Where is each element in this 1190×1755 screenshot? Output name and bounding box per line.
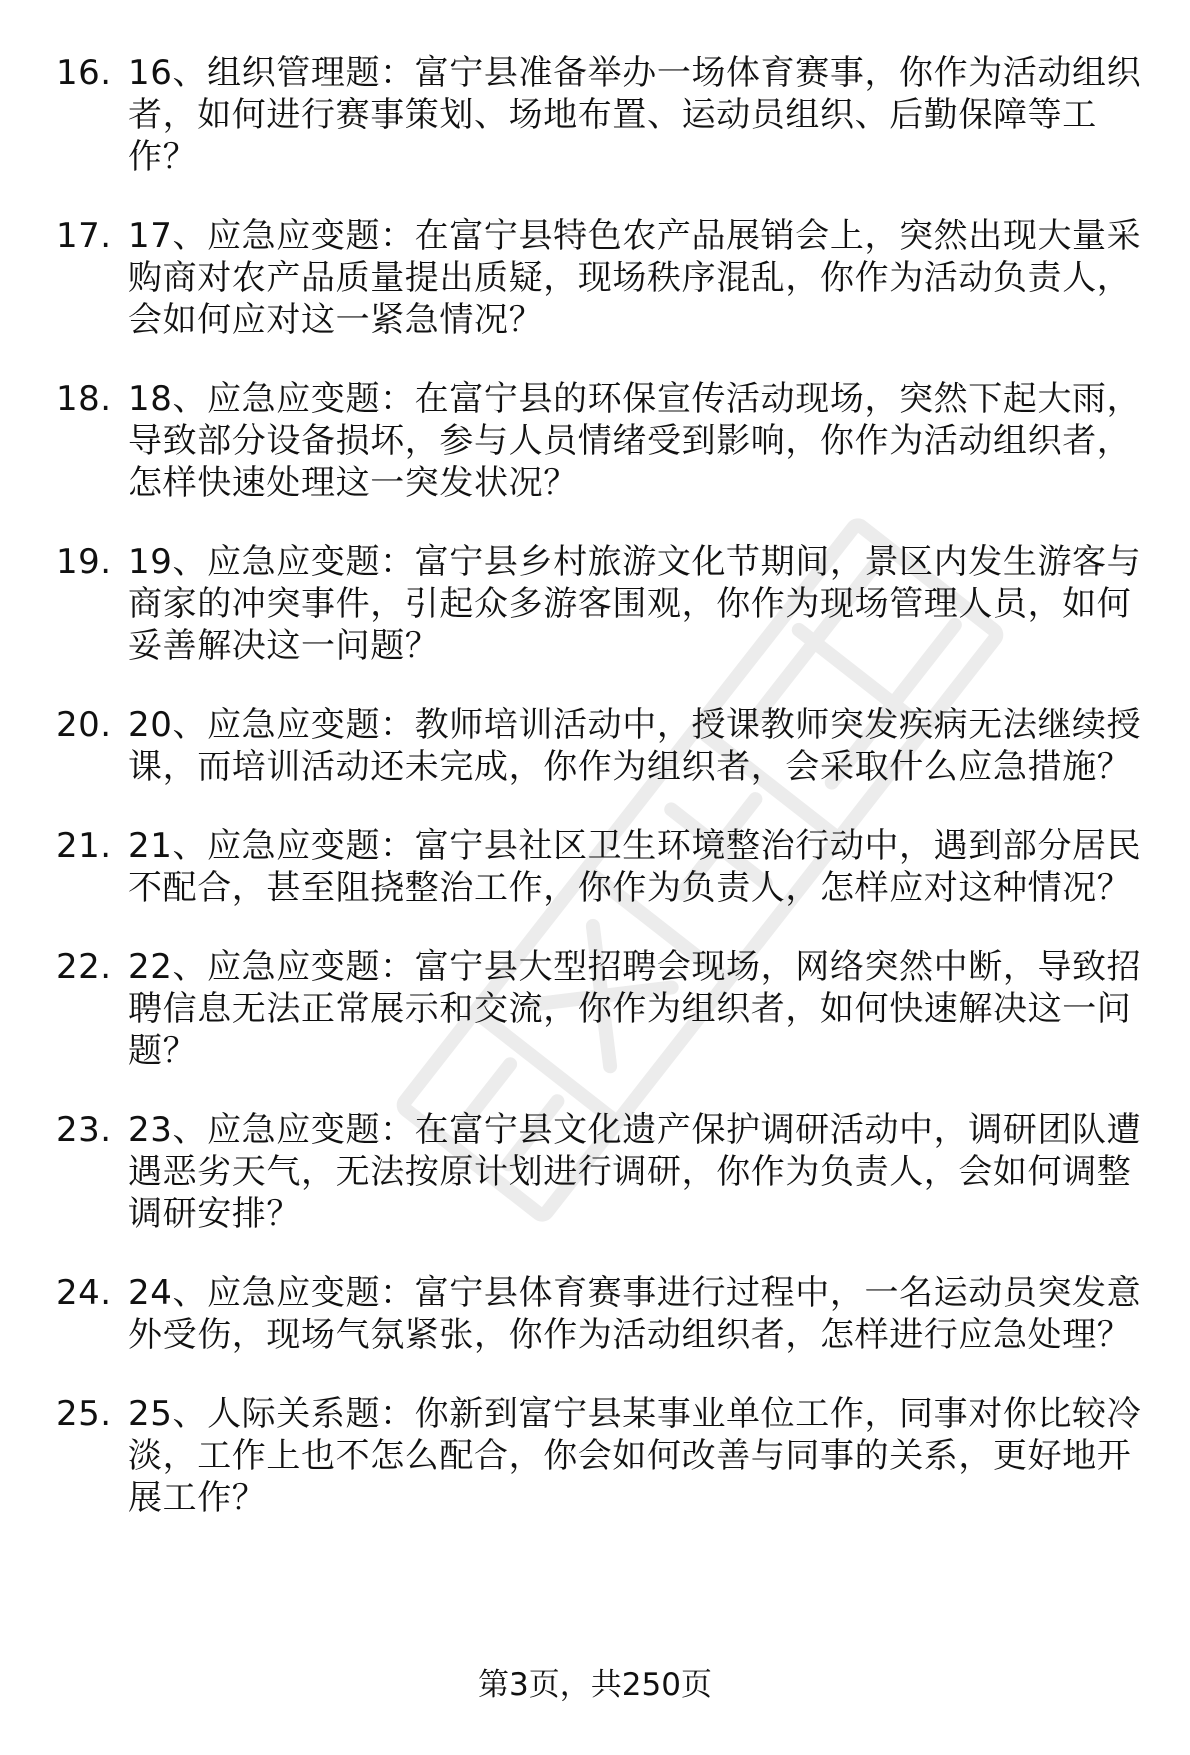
question-text: 20、应急应变题：教师培训活动中，授课教师突发疾病无法继续授课，而培训活动还未完成，你作为组织者，会采取什么应急措施？ [128,705,1142,787]
question-text: 19、应急应变题：富宁县乡村旅游文化节期间，景区内发生游客与商家的冲突事件，引起众多游客围观，你作为现场管理人员，如何妥善解决这一问题？ [128,542,1142,666]
question-number: 22. [56,947,112,987]
question-text: 17、应急应变题：在富宁县特色农产品展销会上，突然出现大量采购商对农产品质量提出质疑，现场秩序混乱，你作为活动负责人，会如何应对这一紧急情况？ [128,216,1142,340]
question-text: 23、应急应变题：在富宁县文化遗产保护调研活动中，调研团队遭遇恶劣天气，无法按原计划进行调研，你作为负责人，会如何调整调研安排？ [128,1110,1142,1234]
question-text: 21、应急应变题：富宁县社区卫生环境整治行动中，遇到部分居民不配合，甚至阻挠整治工作，你作为负责人，怎样应对这种情况？ [128,826,1142,908]
question-item [56,215,1146,341]
question-item [56,541,1146,667]
question-number: 21. [56,826,112,866]
question-item [56,825,1146,909]
question-item [56,1393,1146,1519]
question-list [56,52,1146,1556]
page-footer: 第3页，共250页 [478,1667,712,1703]
question-item [56,1272,1146,1356]
question-item [56,1109,1146,1235]
question-number: 24. [56,1273,112,1313]
question-item [56,946,1146,1072]
question-number: 16. [56,53,112,93]
question-number: 19. [56,542,112,582]
question-number: 17. [56,216,112,256]
question-text: 16、组织管理题：富宁县准备举办一场体育赛事，你作为活动组织者，如何进行赛事策划、场地布置、运动员组织、后勤保障等工作？ [128,53,1142,177]
question-number: 23. [56,1110,112,1150]
question-text: 18、应急应变题：在富宁县的环保宣传活动现场，突然下起大雨，导致部分设备损坏，参与人员情绪受到影响，你作为活动组织者，怎样快速处理这一突发状况？ [128,379,1142,503]
question-item [56,704,1146,788]
question-number: 25. [56,1394,112,1434]
question-text: 24、应急应变题：富宁县体育赛事进行过程中，一名运动员突发意外受伤，现场气氛紧张，你作为活动组织者，怎样进行应急处理？ [128,1273,1142,1355]
question-text: 22、应急应变题：富宁县大型招聘会现场，网络突然中断，导致招聘信息无法正常展示和交流，你作为组织者，如何快速解决这一问题？ [128,947,1142,1071]
question-number: 20. [56,705,112,745]
question-item [56,52,1146,178]
question-item [56,378,1146,504]
question-text: 25、人际关系题：你新到富宁县某事业单位工作，同事对你比较冷淡，工作上也不怎么配合，你会如何改善与同事的关系，更好地开展工作？ [128,1394,1142,1518]
question-number: 18. [56,379,112,419]
